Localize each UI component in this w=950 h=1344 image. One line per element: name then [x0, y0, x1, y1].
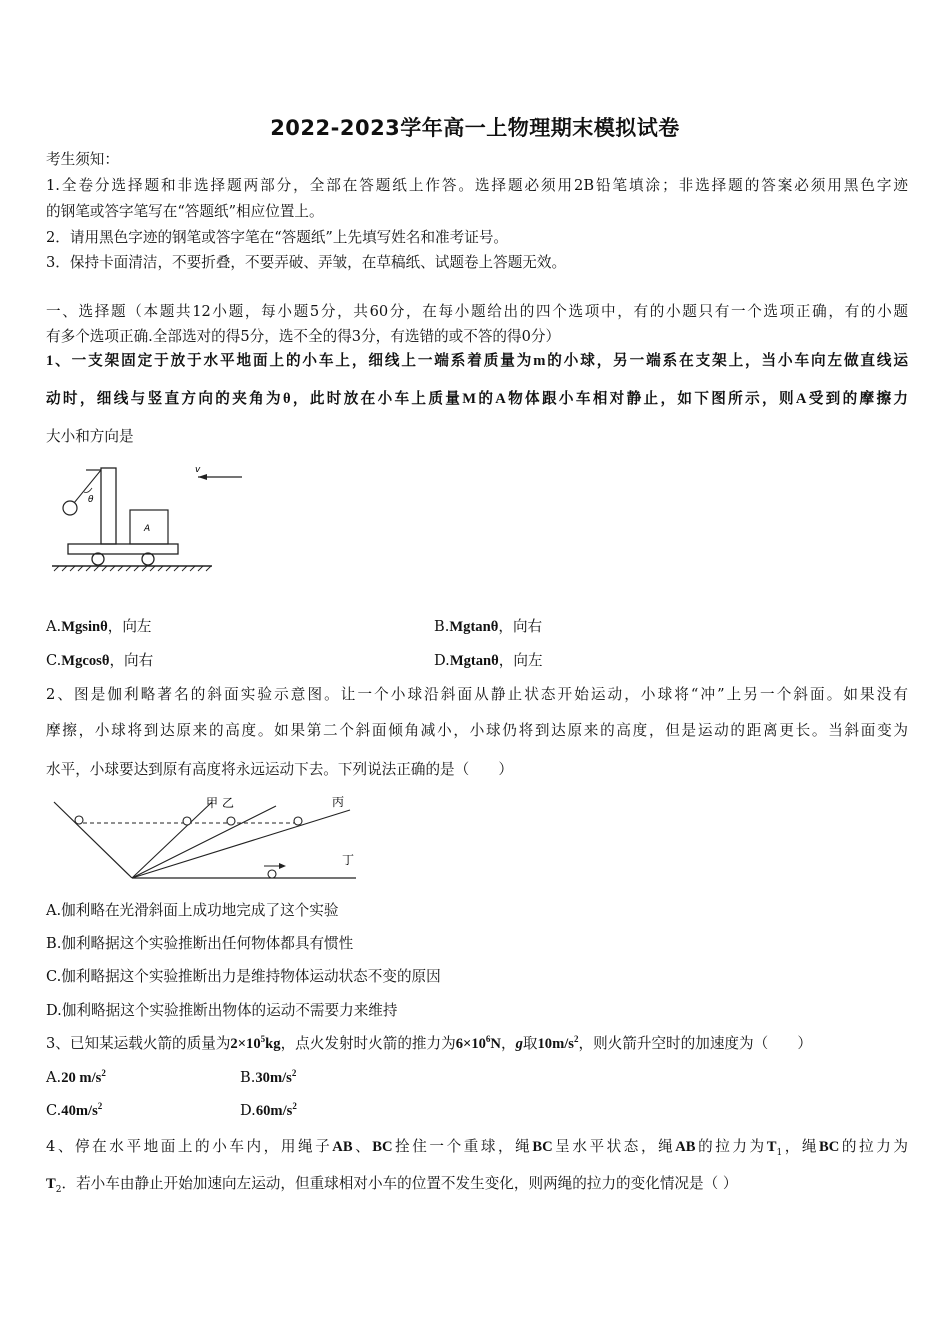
q3-thrust: 6×10	[455, 1036, 486, 1052]
q3-mass: 2×10	[230, 1036, 261, 1052]
q3-text-1: 3、已知某运载火箭的质量为	[46, 1035, 231, 1052]
q1-option-b-label: B.	[434, 618, 450, 635]
q2-figure-label-jia: 甲	[206, 796, 219, 810]
q3-option-b	[240, 1068, 296, 1088]
notice-item-2: 2．请用黑色字迹的钢笔或答字笔在“答题纸”上先填写姓名和准考证号。	[46, 229, 509, 246]
q4-text-5: 的拉力为	[695, 1138, 767, 1155]
q1-option-c-direction: ，向右	[109, 652, 154, 669]
q1-option-b-expression: Mgtanθ	[449, 619, 499, 635]
page-title: 2022-2023学年高一上物理期末模拟试卷	[270, 116, 680, 140]
q4-text-6: ，绳	[782, 1138, 820, 1155]
q3-option-d	[240, 1101, 297, 1121]
q2-option-c: C.伽利略据这个实验推断出力是维持物体运动状态不变的原因	[46, 968, 441, 985]
q1-stem-line-2: 动时，细线与竖直方向的夹角为θ，此时放在小车上质量M的A物体跟小车相对静止，如下图所示，则A受到的摩擦力	[46, 391, 908, 407]
q3-text-2: ，点火发射时火箭的推力为	[280, 1035, 456, 1052]
q4-stem-line-2	[46, 1174, 908, 1194]
q3-option-b-label: B.	[240, 1069, 256, 1086]
q3-option-b-exponent: 2	[291, 1068, 297, 1079]
q3-option-a-value: 20 m/s	[61, 1070, 102, 1086]
q3-text-5: ，则火箭升空时的加速度为（ ）	[578, 1035, 812, 1052]
q3-thrust-unit: N	[490, 1036, 501, 1052]
q4-tension-2: T	[46, 1176, 56, 1192]
q2-figure-inclines	[46, 790, 366, 886]
q4-rope-ab: AB	[332, 1139, 353, 1155]
q4-stem-line-1	[46, 1137, 908, 1157]
q3-option-c-exponent: 2	[97, 1101, 103, 1112]
section-1-intro-line-2: 有多个选项正确.全部选对的得5分，选不全的得3分，有选错的或不答的得0分）	[46, 328, 561, 345]
q2-stem-line-2: 摩擦，小球将到达原来的高度。如果第二个斜面倾角减小，小球仍将到达原来的高度，但是运动的距离更长。当斜面变为	[46, 722, 908, 739]
q1-option-c-expression: Mgcosθ	[61, 653, 110, 669]
q1-option-a-expression: Mgsinθ	[61, 619, 108, 635]
q3-text-3: ，	[500, 1035, 516, 1052]
notice-item-1a: 1.全卷分选择题和非选择题两部分，全部在答题纸上作答。选择题必须用2B铅笔填涂；非选择题的答案必须用黑色字迹	[46, 177, 908, 194]
q4-text-1: 4、停在水平地面上的小车内，用绳子	[46, 1138, 333, 1155]
q1-option-d-direction: ，向左	[498, 652, 543, 669]
q4-tension-1-subscript: 1	[776, 1147, 783, 1158]
notice-item-1b: 的钢笔或答字笔写在“答题纸”相应位置上。	[46, 203, 324, 220]
q4-tension-1: T	[766, 1139, 777, 1155]
q3-option-d-value: 60m/s	[255, 1103, 293, 1119]
q3-g-symbol: g	[515, 1036, 523, 1052]
q3-option-d-exponent: 2	[292, 1101, 297, 1112]
q3-g-value: 10m/s	[537, 1036, 574, 1052]
q3-option-a-exponent: 2	[101, 1068, 106, 1079]
q1-figure-velocity-label: v	[195, 465, 201, 475]
q4-tension-2-subscript: 2	[55, 1184, 62, 1195]
q3-option-a-label: A.	[46, 1069, 62, 1086]
q2-figure-label-yi: 乙	[222, 796, 235, 810]
q1-figure-cart	[46, 458, 251, 578]
q1-option-d	[434, 651, 543, 671]
q3-option-b-value: 30m/s	[255, 1070, 292, 1086]
q2-option-b: B.伽利略据这个实验推断出任何物体都具有惯性	[46, 935, 354, 952]
q2-option-a: A.伽利略在光滑斜面上成功地完成了这个实验	[46, 902, 339, 919]
q3-option-c	[46, 1101, 102, 1121]
q2-figure-label-ding: 丁	[342, 853, 355, 867]
q3-thrust-exponent: 6	[485, 1034, 491, 1045]
q4-text-2: 、	[352, 1138, 373, 1155]
q3-g-exponent: 2	[573, 1034, 579, 1045]
q1-option-d-expression: Mgtanθ	[449, 653, 499, 669]
q2-stem-line-3: 水平，小球要达到原有高度将永远运动下去。下列说法正确的是（ ）	[46, 761, 514, 778]
q3-text-4: 取	[522, 1035, 538, 1052]
q4-rope-bc-2: BC	[532, 1139, 553, 1155]
q1-option-b	[434, 617, 542, 637]
q2-option-d: D.伽利略据这个实验推断出物体的运动不需要力来维持	[46, 1002, 398, 1019]
q1-option-a	[46, 617, 152, 637]
section-1-intro-line-1: 一、选择题（本题共12小题，每小题5分，共60分，在每小题给出的四个选项中，有的小题只有一个选项正确，有的小题	[46, 303, 908, 320]
q4-text-7: 的拉力为	[839, 1138, 908, 1155]
q3-option-c-value: 40m/s	[61, 1103, 98, 1119]
q1-figure-theta-label: θ	[88, 495, 94, 505]
q4-rope-bc-3: BC	[819, 1139, 840, 1155]
q1-option-c	[46, 651, 153, 671]
q3-option-d-label: D.	[240, 1102, 256, 1119]
q1-stem-line-3: 大小和方向是	[46, 428, 134, 445]
q1-figure-block-label: A	[144, 524, 151, 534]
q4-rope-ab-2: AB	[675, 1139, 696, 1155]
notice-item-3: 3．保持卡面清洁，不要折叠，不要弄破、弄皱，在草稿纸、试题卷上答题无效。	[46, 254, 567, 271]
q4-text-4: 呈水平状态，绳	[552, 1138, 676, 1155]
q1-option-d-label: D.	[434, 652, 450, 669]
q1-option-b-direction: ，向右	[498, 618, 543, 635]
q3-option-a	[46, 1068, 106, 1088]
q3-stem	[46, 1034, 908, 1054]
notice-heading: 考生须知：	[46, 151, 119, 168]
q2-stem-line-1: 2、图是伽利略著名的斜面实验示意图。让一个小球沿斜面从静止状态开始运动，小球将“冲”上另一个斜面。如果没有	[46, 686, 908, 703]
q1-option-a-direction: ，向左	[107, 618, 152, 635]
q1-stem-line-1: 1、一支架固定于放于水平地面上的小车上，细线上一端系着质量为m的小球，另一端系在支架上，当小车向左做直线运	[46, 353, 908, 369]
q2-figure-label-bing: 丙	[332, 795, 345, 809]
q3-mass-exponent: 5	[260, 1034, 266, 1045]
q1-option-a-label: A.	[46, 618, 62, 635]
q4-text-8: ．若小车由静止开始加速向左运动，但重球相对小车的位置不发生变化，则两绳的拉力的变化情况是（ ）	[61, 1175, 738, 1192]
q4-rope-bc: BC	[372, 1139, 393, 1155]
q1-option-c-label: C.	[46, 652, 62, 669]
q3-option-c-label: C.	[46, 1102, 62, 1119]
q3-mass-unit: kg	[265, 1036, 281, 1052]
q4-text-3: 拴住一个重球，绳	[392, 1138, 533, 1155]
